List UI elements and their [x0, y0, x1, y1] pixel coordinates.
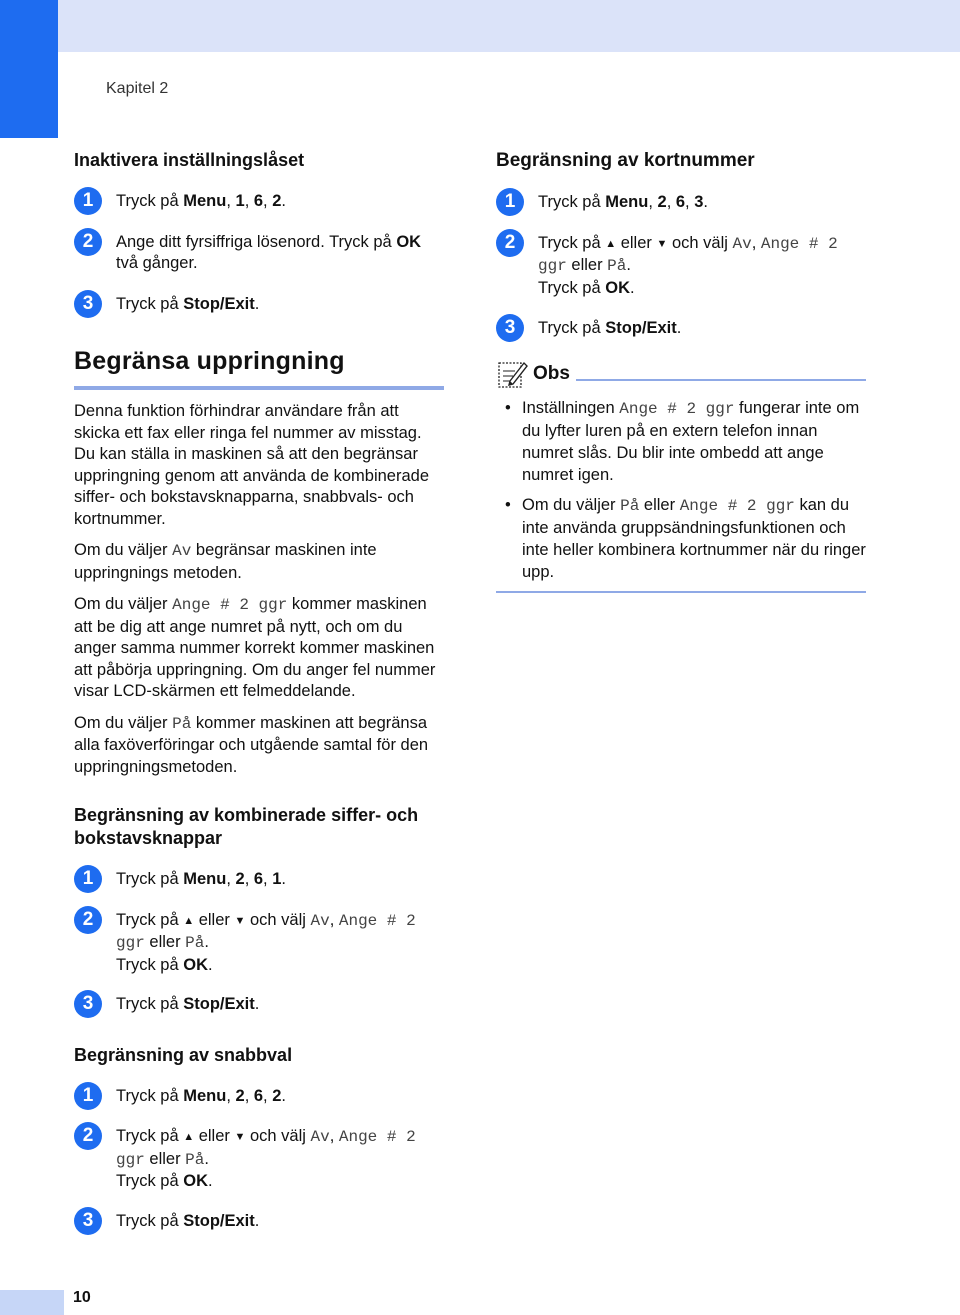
key-ok: OK: [183, 1172, 208, 1190]
heading-disable-lock: Inaktivera inställningslåset: [74, 150, 305, 170]
step-text: eller: [144, 1149, 186, 1168]
step-1: [74, 869, 444, 891]
note-pencil-icon: [496, 359, 528, 389]
step-text: Tryck på: [116, 910, 184, 929]
text: fungerar inte om du lyfter luren på en extern telefon innan numret slås. Du blir inte ombedd att ange numret igen.: [522, 398, 860, 484]
sep: ,: [226, 1086, 236, 1105]
key-ok: OK: [396, 232, 422, 251]
paragraph-pa: [74, 713, 444, 779]
text: Om du väljer: [74, 541, 173, 559]
note-rule: [576, 379, 866, 381]
sep: ,: [685, 193, 695, 211]
sep: ,: [244, 1086, 254, 1105]
text: begränsar maskinen inte uppringnings metoden.: [74, 541, 377, 582]
note-item: [496, 494, 866, 583]
period: .: [204, 1149, 209, 1168]
key: 6: [253, 1086, 264, 1105]
step-number: 3: [496, 314, 524, 342]
key-menu: Menu: [183, 870, 227, 888]
right-column: [496, 148, 866, 593]
paragraph-av: [74, 540, 444, 584]
key: 6: [253, 192, 264, 210]
note-item: [496, 397, 866, 486]
period: .: [281, 192, 286, 210]
step-text: eller: [616, 233, 657, 252]
step-text: Tryck på: [538, 278, 606, 297]
key: 2: [235, 1086, 245, 1105]
text: kommer maskinen att be dig att ange numret på nytt, och om du anger samma nummer korrekt kommer maskinen att påbörja uppringning. Om du anger fel nummer visar LCD-skärmen ett felmeddelande.: [74, 595, 436, 700]
key-stop-exit: Stop/Exit: [183, 294, 255, 313]
key: 6: [675, 193, 686, 211]
sep: ,: [263, 870, 273, 888]
step-1: [496, 192, 866, 214]
lcd-option: På: [172, 714, 192, 733]
down-arrow-icon: ▼: [656, 237, 668, 250]
step-1: [74, 1086, 444, 1108]
step-number: 1: [496, 188, 524, 216]
note-header: [496, 359, 866, 391]
key: 6: [253, 870, 264, 888]
sep: ,: [263, 1086, 273, 1105]
header-band: [0, 0, 960, 52]
text: Om du väljer: [522, 495, 621, 514]
period: .: [254, 1211, 260, 1230]
step-text: eller: [566, 256, 608, 274]
key-menu: Menu: [183, 1086, 227, 1105]
step-3: [74, 294, 444, 316]
step-2: [74, 232, 444, 275]
lcd-option: På: [185, 934, 205, 952]
step-text: Tryck på: [116, 192, 184, 210]
up-arrow-icon: ▲: [605, 237, 617, 250]
heading-combined-keys: Begränsning av kombinerade siffer- och bokstavsknappar: [74, 805, 419, 848]
sep: ,: [226, 870, 236, 888]
step-number: 2: [74, 1122, 102, 1150]
step-number: 2: [496, 229, 524, 257]
sep: ,: [648, 193, 658, 211]
text: Om du väljer: [74, 595, 173, 613]
step-text: Tryck på: [538, 233, 606, 252]
sep: ,: [329, 1127, 339, 1145]
key-ok: OK: [183, 955, 208, 974]
step-text: Tryck på: [116, 870, 184, 888]
step-text: eller: [144, 933, 186, 951]
step-3: [74, 994, 444, 1016]
step-number: 3: [74, 290, 102, 318]
lcd-option: Av: [732, 234, 752, 253]
step-number: 1: [74, 187, 102, 215]
step-text: och välj: [245, 1127, 311, 1145]
down-arrow-icon: ▼: [234, 914, 246, 927]
lcd-option: På: [185, 1150, 205, 1169]
lcd-option: Ange # 2 ggr: [116, 1128, 416, 1169]
key-stop-exit: Stop/Exit: [605, 319, 677, 337]
sep: ,: [751, 233, 761, 252]
step-number: 3: [74, 990, 102, 1018]
key: 2: [272, 192, 282, 210]
sep: ,: [244, 192, 254, 210]
step-text: Tryck på: [116, 1127, 184, 1145]
step-2: [74, 1126, 444, 1193]
key: 1: [272, 870, 282, 888]
lcd-option: På: [620, 496, 640, 515]
period: .: [629, 278, 635, 297]
key: 3: [694, 193, 704, 211]
left-column: [74, 148, 444, 1232]
sep: ,: [666, 193, 676, 211]
up-arrow-icon: ▲: [183, 914, 195, 927]
note-label: Obs: [533, 362, 570, 384]
sep: ,: [226, 192, 236, 210]
intro-paragraph: Denna funktion förhindrar användare från att skicka ett fax eller ringa fel nummer av misstag. Du kan ställa in maskinen så att den begränsar uppringning genom att använda de kombinerade siffer- och bokstavsknapparna, snabbvals- och kortnummer.: [74, 402, 430, 528]
section-rule: [74, 386, 444, 390]
period: .: [254, 294, 260, 313]
down-arrow-icon: ▼: [234, 1131, 246, 1143]
step-text: eller: [194, 910, 235, 929]
step-number: 3: [74, 1207, 102, 1235]
step-text: Tryck på: [116, 294, 184, 313]
step-text: Tryck på: [116, 955, 184, 974]
step-text: och välj: [245, 910, 311, 929]
text: eller: [639, 495, 680, 514]
step-text: Tryck på: [116, 995, 184, 1013]
key-menu: Menu: [183, 192, 227, 210]
page-number: 10: [73, 1289, 91, 1306]
period: .: [281, 870, 286, 888]
text: Inställningen: [522, 398, 620, 417]
lcd-option: Ange # 2 ggr: [538, 234, 838, 275]
step-text: och välj: [667, 233, 733, 252]
period: .: [254, 995, 260, 1013]
step-number: 2: [74, 906, 102, 934]
text: Om du väljer: [74, 713, 173, 732]
period: .: [676, 319, 682, 337]
period: .: [626, 256, 631, 274]
sep: ,: [329, 910, 339, 929]
paragraph-ange: [74, 594, 444, 703]
lcd-option: Ange # 2 ggr: [172, 596, 288, 614]
lcd-option: Av: [310, 1128, 330, 1146]
step-text: Tryck på: [116, 1172, 184, 1190]
period: .: [281, 1086, 286, 1105]
step-3: [496, 318, 866, 340]
step-text: Tryck på: [538, 319, 606, 337]
period: .: [703, 193, 708, 211]
heading-short-dial: Begränsning av kortnummer: [496, 150, 755, 171]
note-box: [496, 359, 866, 593]
period: .: [207, 1172, 213, 1190]
period: .: [204, 933, 209, 951]
sep: ,: [263, 192, 273, 210]
step-text: eller: [194, 1127, 235, 1145]
up-arrow-icon: ▲: [183, 1131, 195, 1143]
period: .: [207, 955, 213, 974]
lcd-option: Ange # 2 ggr: [619, 399, 735, 418]
key-stop-exit: Stop/Exit: [183, 1211, 255, 1230]
lcd-option: Ange # 2 ggr: [679, 496, 795, 515]
heading-speed-dial: Begränsning av snabbval: [74, 1044, 293, 1065]
sep: ,: [244, 870, 254, 888]
key-stop-exit: Stop/Exit: [183, 995, 255, 1013]
key: 2: [657, 193, 667, 211]
text: kommer maskinen att begränsa alla faxöverföringar och utgående samtal för den uppringningsmetoden.: [74, 713, 429, 776]
step-text: Tryck på: [116, 1086, 184, 1105]
footer-band: [0, 1290, 64, 1315]
step-text: Tryck på: [116, 1211, 184, 1230]
lcd-option: På: [607, 257, 627, 275]
step-1: [74, 191, 444, 213]
lcd-option: Ange # 2 ggr: [116, 911, 416, 952]
key: 1: [235, 192, 245, 210]
key-ok: OK: [605, 278, 630, 297]
key: 2: [235, 870, 245, 888]
lcd-option: Av: [310, 911, 330, 930]
text: kan du inte använda gruppsändningsfunktionen och inte heller kombinera kortnummer när du ringer upp.: [522, 495, 866, 581]
chapter-label: Kapitel 2: [106, 80, 169, 97]
note-bottom-rule: [496, 591, 866, 593]
note-list: [496, 397, 866, 583]
chapter-tab: [0, 0, 58, 138]
step-number: 1: [74, 1082, 102, 1110]
step-number: 1: [74, 865, 102, 893]
step-text: Tryck på: [538, 193, 606, 211]
step-number: 2: [74, 228, 102, 256]
step-text: två gånger.: [116, 254, 198, 272]
step-3: [74, 1211, 444, 1233]
key-menu: Menu: [605, 193, 649, 211]
section-title: Begränsa uppringning: [74, 347, 345, 375]
step-2: [496, 233, 866, 300]
step-text: Ange ditt fyrsiffriga lösenord. Tryck på: [116, 232, 397, 251]
lcd-option: Av: [172, 542, 192, 560]
key: 2: [272, 1086, 282, 1105]
step-2: [74, 910, 444, 977]
